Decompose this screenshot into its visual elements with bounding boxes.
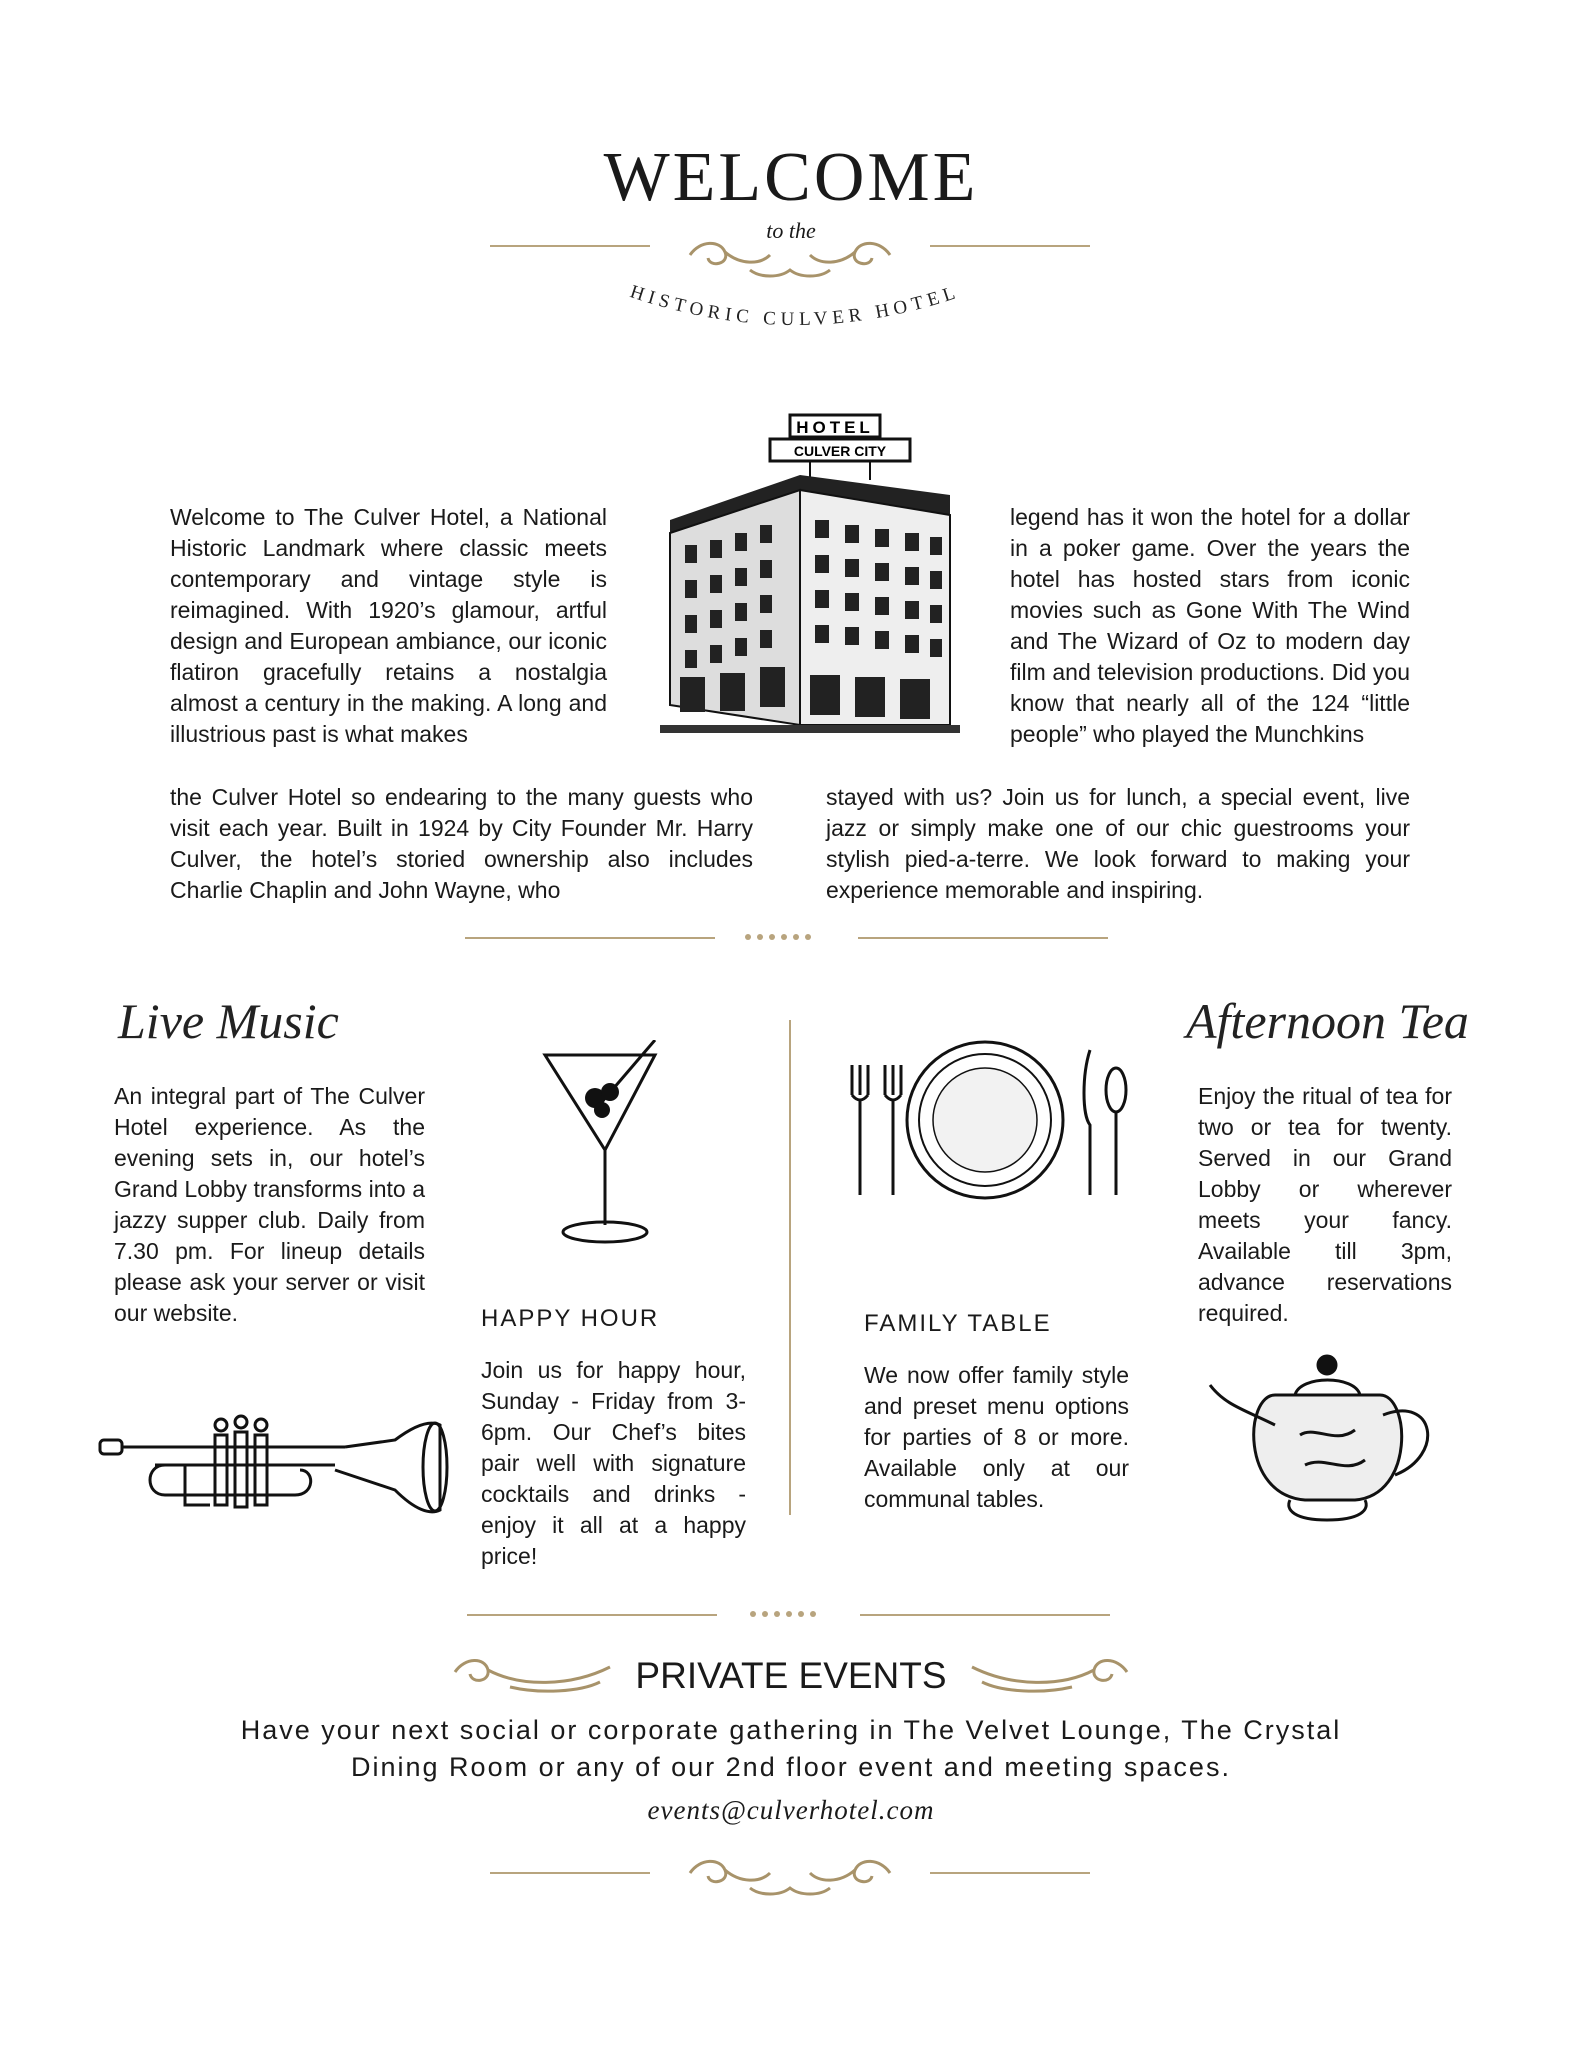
- family-table-text: We now offer family style and preset menu options for parties of 8 or more. Available only at our communal tables.: [864, 1362, 1129, 1512]
- private-events-line2: Dining Room or any of our 2nd floor event and meeting spaces.: [351, 1752, 1231, 1782]
- divider-rule-right: [858, 937, 1108, 939]
- afternoon-tea-text: Enjoy the ritual of tea for two or tea for twenty. Served in our Grand Lobby or wherever meets your fancy. Available till 3pm, advance reservations required.: [1198, 1083, 1452, 1326]
- divider-dots: [745, 934, 811, 940]
- live-music-title: Live Music: [118, 993, 339, 1049]
- trumpet-icon: [95, 1410, 450, 1535]
- private-events-title: PRIVATE EVENTS: [635, 1655, 947, 1696]
- happy-hour-title: HAPPY HOUR: [481, 1305, 660, 1332]
- intro-left-text: Welcome to The Culver Hotel, a National Historic Landmark where classic meets contemporary and vintage style is reimagined. With 1920’s glamour, artful design and European ambiance, our iconic flatiron gracefully retains a nostalgia almost a century in the making. A long and illustrious past is what makes: [170, 504, 607, 747]
- place-setting-icon: [840, 1035, 1130, 1205]
- afternoon-tea-title: Afternoon Tea: [1186, 993, 1469, 1049]
- hotel-sign-top: HOTEL: [796, 418, 874, 437]
- intro-right-bottom-text: stayed with us? Join us for lunch, a special event, live jazz or simply make one of our chic guestrooms your stylish pied-a-terre. We look forward to making your experience memorable and inspiring.: [826, 784, 1410, 903]
- hotel-sign-bottom: CULVER CITY: [793, 443, 887, 459]
- hotel-arc-title: [600, 260, 990, 350]
- divider2-rule-left: [467, 1614, 717, 1616]
- martini-glass-icon: [540, 1040, 670, 1250]
- hotel-building-icon: [660, 405, 960, 750]
- divider-rule-left: [465, 937, 715, 939]
- intro-left-bottom-text: the Culver Hotel so endearing to the many guests who visit each year. Built in 1924 by City Founder Mr. Harry Culver, the hotel’s storied ownership also includes Charlie Chaplin and John Wayne, who: [170, 784, 753, 903]
- family-table-title: FAMILY TABLE: [864, 1310, 1052, 1337]
- header-rule-right: [930, 245, 1090, 247]
- hotel-arc-text: HISTORIC CULVER HOTEL: [627, 281, 963, 331]
- events-email-link[interactable]: events@culverhotel.com: [647, 1795, 935, 1825]
- to-the-text: to the: [766, 218, 816, 243]
- center-divider: [789, 1020, 791, 1515]
- divider2-rule-right: [860, 1614, 1110, 1616]
- private-events-line1: Have your next social or corporate gathering in The Velvet Lounge, The Crystal: [240, 1715, 1342, 1745]
- live-music-text: An integral part of The Culver Hotel experience. As the evening sets in, our hotel’s Grand Lobby transforms into a jazzy supper club. Daily from 7.30 pm. For lineup details please ask your server or visit our website.: [114, 1083, 425, 1326]
- happy-hour-text: Join us for happy hour, Sunday - Friday from 3-6pm. Our Chef’s bites pair well with signature cocktails and drinks - enjoy it all at a happy price!: [481, 1357, 746, 1569]
- divider2-dots: [750, 1611, 816, 1617]
- header-rule-left: [490, 245, 650, 247]
- svg-text:HISTORIC CULVER HOTEL: [627, 281, 962, 330]
- footer-rule-right: [930, 1872, 1090, 1874]
- teapot-icon: [1205, 1335, 1455, 1525]
- page-title: WELCOME: [603, 139, 979, 216]
- footer-rule-left: [490, 1872, 650, 1874]
- footer-ornament-icon: [680, 1848, 900, 1898]
- intro-right-text: legend has it won the hotel for a dollar in a poker game. Over the years the hotel has hosted stars from iconic movies such as Gone With The Wind and The Wizard of Oz to modern day film and television productions. Did you know that nearly all of the 124 “little people” who played the Munchkins: [1010, 504, 1410, 747]
